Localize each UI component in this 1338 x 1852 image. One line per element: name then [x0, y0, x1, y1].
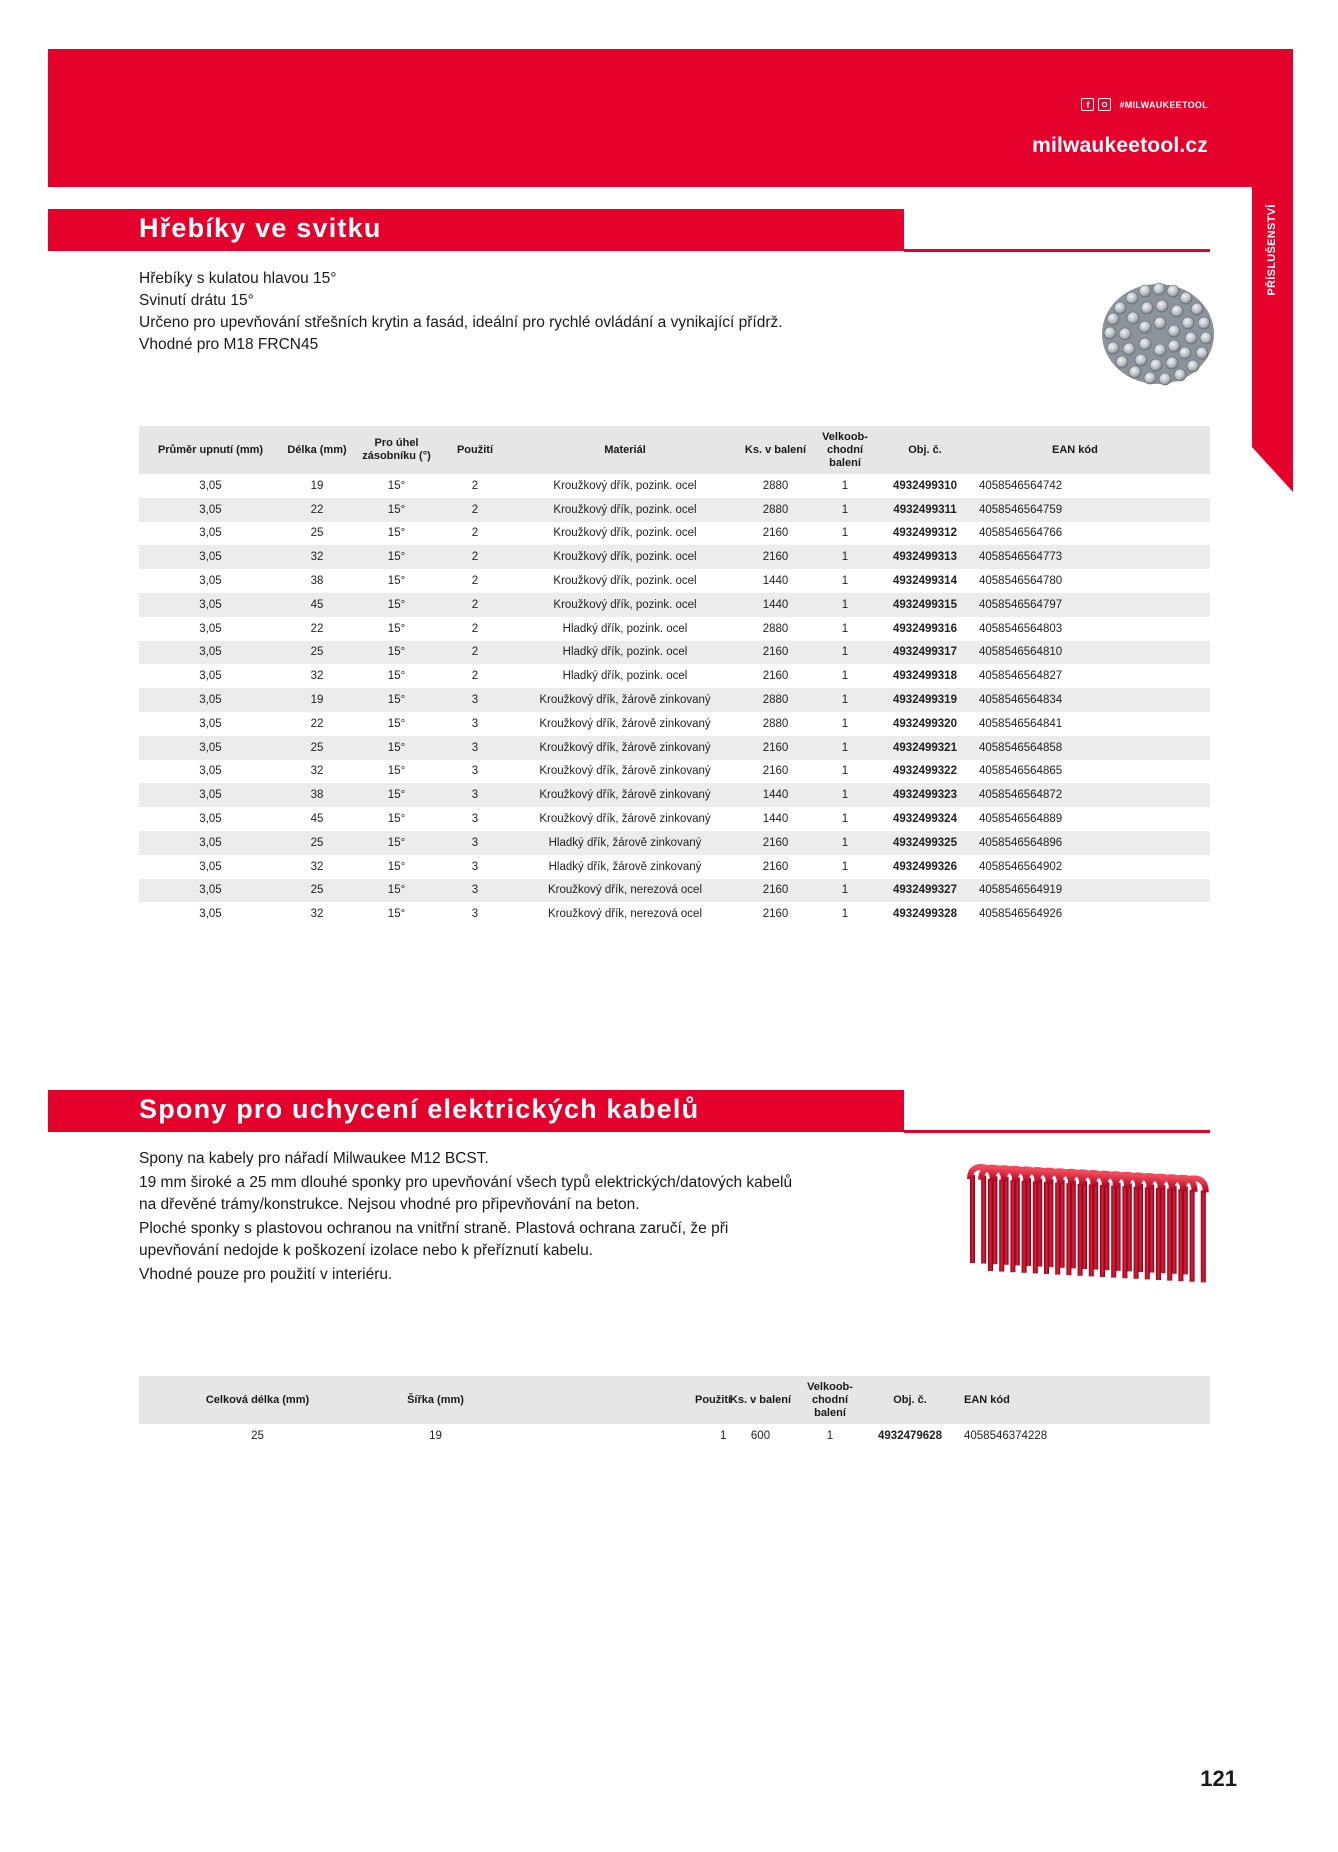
table-cell: 2 — [441, 617, 509, 641]
table-cell: 4932499325 — [880, 831, 970, 855]
column-header: Použití — [495, 1376, 726, 1424]
table-cell: 3,05 — [139, 783, 282, 807]
column-header: Velkoob-chodní balení — [795, 1376, 865, 1424]
column-header: Průměr upnutí (mm) — [139, 426, 282, 474]
staple-leg — [1178, 1189, 1183, 1281]
table-cell: 2 — [441, 593, 509, 617]
table-row — [139, 522, 1210, 546]
column-header: Velkoob-chodní balení — [810, 426, 880, 474]
table-cell: 2160 — [741, 545, 810, 569]
table-cell: 3,05 — [139, 831, 282, 855]
staple-leg — [1100, 1185, 1105, 1277]
table-cell: 2160 — [741, 522, 810, 546]
table-cell: 4932499321 — [880, 736, 970, 760]
table-cell: 1 — [810, 736, 880, 760]
staple-leg — [1026, 1178, 1031, 1266]
staple-leg — [1201, 1190, 1206, 1282]
staple-leg — [1149, 1185, 1154, 1273]
table-cell: 1 — [810, 498, 880, 522]
table-cell: 4932499315 — [880, 593, 970, 617]
table-cell: 1 — [810, 879, 880, 903]
table-cell: 4058546374228 — [955, 1424, 1210, 1448]
staple-leg — [1116, 1183, 1121, 1271]
table-cell: 2880 — [741, 617, 810, 641]
table-cell: 4058546564841 — [970, 712, 1210, 736]
table-cell: Kroužkový dřík, žárově zinkovaný — [509, 807, 741, 831]
table-cell: 1 — [810, 712, 880, 736]
table-cell: Kroužkový dřík, žárově zinkovaný — [509, 736, 741, 760]
table-row — [139, 474, 1210, 498]
page-number: 121 — [1200, 1766, 1237, 1791]
table-cell: 3,05 — [139, 522, 282, 546]
staple-leg — [1066, 1183, 1071, 1275]
table-cell: 4932499327 — [880, 879, 970, 903]
staple-leg — [1183, 1186, 1188, 1274]
table-cell: 4058546564780 — [970, 569, 1210, 593]
table-cell: 3 — [441, 760, 509, 784]
table-cell: 15° — [352, 879, 441, 903]
staple-leg — [999, 1180, 1004, 1272]
table-cell: 1 — [810, 641, 880, 665]
table-cell: 3 — [441, 783, 509, 807]
table-cell: 25 — [282, 831, 352, 855]
table-cell: 4058546564902 — [970, 855, 1210, 879]
table-cell: 4058546564803 — [970, 617, 1210, 641]
table-cell: 2880 — [741, 498, 810, 522]
table-cell: 15° — [352, 593, 441, 617]
table-cell: 600 — [726, 1424, 795, 1448]
staple-leg — [1033, 1181, 1038, 1273]
table-cell: 3 — [441, 807, 509, 831]
table-row — [139, 855, 1210, 879]
table-cell: 4932499316 — [880, 617, 970, 641]
staple-leg — [1122, 1186, 1127, 1278]
table-cell: 15° — [352, 736, 441, 760]
table-cell: Kroužkový dřík, nerezová ocel — [509, 902, 741, 926]
table-cell: Hladký dřík, pozink. ocel — [509, 617, 741, 641]
table-cell: 32 — [282, 902, 352, 926]
table-cell: 19 — [282, 474, 352, 498]
column-header: Obj. č. — [880, 426, 970, 474]
table-cell: Kroužkový dřík, žárově zinkovaný — [509, 783, 741, 807]
table-cell: 15° — [352, 688, 441, 712]
table-cell: 19 — [282, 688, 352, 712]
table-cell: 2160 — [741, 879, 810, 903]
table-cell: 2880 — [741, 712, 810, 736]
table-cell: 1 — [810, 593, 880, 617]
table-cell: 4058546564797 — [970, 593, 1210, 617]
table-cell: 2 — [441, 498, 509, 522]
side-tab-label: PŘÍSLUŠENSTVÍ — [1266, 204, 1278, 296]
table-cell: 4058546564926 — [970, 902, 1210, 926]
table-cell: 4058546564766 — [970, 522, 1210, 546]
staple-leg — [1127, 1183, 1132, 1271]
table-cell: 1 — [810, 617, 880, 641]
table-cell: 1 — [810, 569, 880, 593]
table-cell: 4058546564827 — [970, 664, 1210, 688]
table-row — [139, 760, 1210, 784]
table-row — [139, 831, 1210, 855]
table-row — [139, 879, 1210, 903]
table-cell: 32 — [282, 855, 352, 879]
table-cell: 1 — [810, 545, 880, 569]
table-cell: 2 — [441, 641, 509, 665]
table-cell: 3 — [441, 902, 509, 926]
staple-leg — [981, 1176, 986, 1264]
table-cell: 4932499323 — [880, 783, 970, 807]
table-cell: 32 — [282, 545, 352, 569]
table-cell: 1 — [810, 474, 880, 498]
column-header: Obj. č. — [865, 1376, 955, 1424]
staple-leg — [1138, 1184, 1143, 1272]
table-row — [139, 783, 1210, 807]
table-cell: 4932499318 — [880, 664, 970, 688]
table-cell: 4058546564919 — [970, 879, 1210, 903]
table-cell: 2880 — [741, 474, 810, 498]
column-header: Ks. v balení — [741, 426, 810, 474]
table-cell: 4932499320 — [880, 712, 970, 736]
table-cell: 1 — [810, 831, 880, 855]
table-cell: 4932499317 — [880, 641, 970, 665]
table-cell: 15° — [352, 474, 441, 498]
table-cell: 1 — [810, 783, 880, 807]
staple-leg — [1004, 1177, 1009, 1265]
table-row — [139, 664, 1210, 688]
table-cell: 3,05 — [139, 760, 282, 784]
table-cell: 15° — [352, 712, 441, 736]
table-cell: 38 — [282, 783, 352, 807]
table-cell: Kroužkový dřík, žárově zinkovaný — [509, 712, 741, 736]
description-line: 19 mm široké a 25 mm dlouhé sponky pro upevňování všech typů elektrických/datových kabelů — [139, 1174, 793, 1191]
table-cell: Hladký dřík, žárově zinkovaný — [509, 855, 741, 879]
table-cell: 3 — [441, 831, 509, 855]
table-cell: 3 — [441, 736, 509, 760]
table-cell: 22 — [282, 498, 352, 522]
table-cell: 2160 — [741, 760, 810, 784]
nails-spec-table — [139, 426, 1210, 926]
staple-leg — [1093, 1182, 1098, 1270]
section-1-title-bar — [48, 209, 904, 251]
staple-leg — [1145, 1187, 1150, 1279]
table-cell: 1 — [495, 1424, 726, 1448]
section-2-underline — [904, 1130, 1210, 1133]
table-cell: 15° — [352, 545, 441, 569]
table-cell: 1 — [810, 902, 880, 926]
facebook-icon[interactable]: f — [1081, 98, 1094, 111]
table-cell: 2 — [441, 545, 509, 569]
table-cell: 4058546564742 — [970, 474, 1210, 498]
staple-leg — [992, 1176, 997, 1264]
table-cell: 2 — [441, 664, 509, 688]
table-cell: 4932479628 — [865, 1424, 955, 1448]
table-cell: 4932499328 — [880, 902, 970, 926]
staple-leg — [1037, 1179, 1042, 1267]
table-cell: Kroužkový dřík, žárově zinkovaný — [509, 688, 741, 712]
description-line: na dřevěné trámy/konstrukce. Nejsou vhodné pro připevňování na beton. — [139, 1196, 640, 1213]
table-cell: 2 — [441, 474, 509, 498]
description-line: upevňování nedojde k poškození izolace nebo k přeříznutí kabelu. — [139, 1242, 594, 1259]
side-tab-corner — [1252, 447, 1293, 492]
staple-leg — [1071, 1180, 1076, 1268]
table-cell: 3,05 — [139, 569, 282, 593]
description-line: Vhodné pro M18 FRCN45 — [139, 336, 319, 353]
table-cell: 4058546564896 — [970, 831, 1210, 855]
description-line: Vhodné pouze pro použití v interiéru. — [139, 1266, 393, 1283]
table-cell: 45 — [282, 593, 352, 617]
table-cell: Hladký dřík, žárově zinkovaný — [509, 831, 741, 855]
table-row — [139, 593, 1210, 617]
site-url[interactable]: milwaukeetool.cz — [1032, 134, 1208, 157]
section-2-title-bar — [48, 1090, 904, 1132]
description-line: Svinutí drátu 15° — [139, 292, 254, 309]
table-cell: 15° — [352, 783, 441, 807]
table-cell: 4932499319 — [880, 688, 970, 712]
table-row — [139, 1424, 1210, 1448]
table-cell: 2160 — [741, 831, 810, 855]
column-header: Použití — [441, 426, 509, 474]
table-cell: 25 — [282, 736, 352, 760]
table-cell: Kroužkový dřík, pozink. ocel — [509, 498, 741, 522]
table-cell: 22 — [282, 712, 352, 736]
staple-leg — [1190, 1190, 1195, 1282]
table-row — [139, 807, 1210, 831]
staple-leg — [1055, 1183, 1060, 1275]
table-cell: 4058546564773 — [970, 545, 1210, 569]
table-cell: 15° — [352, 902, 441, 926]
table-row — [139, 641, 1210, 665]
table-cell: 3,05 — [139, 712, 282, 736]
staples-spec-table — [139, 1376, 1210, 1448]
table-cell: 2 — [441, 569, 509, 593]
coil-nails-image — [1100, 278, 1216, 388]
column-header: Pro úhel zásobníku (°) — [352, 426, 441, 474]
table-row — [139, 617, 1210, 641]
hashtag: #MILWAUKEETOOL — [1119, 99, 1208, 110]
staple-leg — [1111, 1186, 1116, 1278]
table-cell: 4058546564834 — [970, 688, 1210, 712]
section-2-description — [139, 1148, 792, 1286]
table-cell: 15° — [352, 641, 441, 665]
staple-leg — [1104, 1182, 1109, 1270]
table-cell: 22 — [282, 617, 352, 641]
staple-leg — [1167, 1189, 1172, 1281]
column-header: EAN kód — [955, 1376, 1210, 1424]
description-line: Hřebíky s kulatou hlavou 15° — [139, 270, 337, 287]
section-1-title: Hřebíky ve svitku — [139, 213, 382, 243]
table-cell: 1 — [810, 807, 880, 831]
table-cell: Kroužkový dřík, pozink. ocel — [509, 569, 741, 593]
table-cell: 4932499326 — [880, 855, 970, 879]
staple-leg — [1134, 1187, 1139, 1279]
table-cell: 32 — [282, 664, 352, 688]
table-cell: 1440 — [741, 783, 810, 807]
column-header: Ks. v balení — [726, 1376, 795, 1424]
table-cell: 3,05 — [139, 807, 282, 831]
table-cell: 2160 — [741, 664, 810, 688]
table-cell: Hladký dřík, pozink. ocel — [509, 641, 741, 665]
table-cell: Kroužkový dřík, nerezová ocel — [509, 879, 741, 903]
table-cell: 3,05 — [139, 593, 282, 617]
table-cell: 3,05 — [139, 641, 282, 665]
table-cell: 2880 — [741, 688, 810, 712]
section-1-description — [139, 268, 783, 356]
description-line: Spony na kabely pro nářadí Milwaukee M12 BCST. — [139, 1150, 489, 1167]
table-cell: 4058546564872 — [970, 783, 1210, 807]
table-cell: Kroužkový dřík, pozink. ocel — [509, 474, 741, 498]
table-cell: 3,05 — [139, 688, 282, 712]
table-cell: 15° — [352, 569, 441, 593]
table-cell: 3,05 — [139, 855, 282, 879]
staple-leg — [988, 1179, 993, 1271]
table-row — [139, 498, 1210, 522]
column-header: Délka (mm) — [282, 426, 352, 474]
table-cell: 4932499310 — [880, 474, 970, 498]
staple-leg — [1010, 1180, 1015, 1272]
table-cell: 1 — [810, 522, 880, 546]
table-cell: 4932499312 — [880, 522, 970, 546]
cable-staples-image — [958, 1155, 1216, 1285]
table-cell: 2160 — [741, 641, 810, 665]
table-row — [139, 545, 1210, 569]
social-links — [1081, 98, 1208, 111]
column-header: Celková délka (mm) — [139, 1376, 376, 1424]
section-1-underline — [904, 249, 1210, 252]
table-cell: 15° — [352, 760, 441, 784]
table-cell: 1 — [810, 664, 880, 688]
staple-leg — [1082, 1181, 1087, 1269]
table-row — [139, 712, 1210, 736]
table-cell: Kroužkový dřík, pozink. ocel — [509, 593, 741, 617]
table-cell: 4932499322 — [880, 760, 970, 784]
table-cell: 3,05 — [139, 664, 282, 688]
table-cell: 4058546564865 — [970, 760, 1210, 784]
staple-leg — [1015, 1177, 1020, 1265]
table-cell: 25 — [282, 641, 352, 665]
table-cell: 3,05 — [139, 736, 282, 760]
table-cell: 25 — [282, 522, 352, 546]
table-cell: Kroužkový dřík, žárově zinkovaný — [509, 760, 741, 784]
description-line: Ploché sponky s plastovou ochranou na vnitřní straně. Plastová ochrana zaručí, že při — [139, 1220, 729, 1237]
table-cell: 3 — [441, 688, 509, 712]
table-cell: Kroužkový dřík, pozink. ocel — [509, 522, 741, 546]
table-cell: 1440 — [741, 593, 810, 617]
description-line: Určeno pro upevňování střešních krytin a fasád, ideální pro rychlé ovládání a vynikající přídrž. — [139, 314, 783, 331]
staple-leg — [1044, 1182, 1049, 1274]
staple-leg — [1172, 1186, 1177, 1274]
table-cell: 2160 — [741, 855, 810, 879]
table-cell: 2160 — [741, 736, 810, 760]
table-cell: 3,05 — [139, 902, 282, 926]
table-cell: 4058546564759 — [970, 498, 1210, 522]
table-cell: 15° — [352, 855, 441, 879]
table-cell: 1440 — [741, 569, 810, 593]
table-cell: 4932499313 — [880, 545, 970, 569]
table-cell: Kroužkový dřík, pozink. ocel — [509, 545, 741, 569]
section-2-title: Spony pro uchycení elektrických kabelů — [139, 1094, 700, 1124]
table-cell: 4058546564810 — [970, 641, 1210, 665]
staples-table-body — [139, 1424, 1210, 1448]
table-cell: 1 — [810, 760, 880, 784]
table-cell: 38 — [282, 569, 352, 593]
table-row — [139, 902, 1210, 926]
table-cell: 1 — [810, 688, 880, 712]
staple-leg — [1048, 1179, 1053, 1267]
table-cell: 3,05 — [139, 545, 282, 569]
staple-leg — [1156, 1188, 1161, 1280]
table-cell: 25 — [139, 1424, 376, 1448]
staple-leg — [1089, 1184, 1094, 1276]
table-cell: 3,05 — [139, 879, 282, 903]
table-cell: 25 — [282, 879, 352, 903]
table-cell: 4932499324 — [880, 807, 970, 831]
table-cell: 15° — [352, 498, 441, 522]
table-row — [139, 569, 1210, 593]
table-cell: 4058546564858 — [970, 736, 1210, 760]
table-cell: 15° — [352, 617, 441, 641]
table-header-row — [139, 426, 1210, 474]
top-banner — [48, 49, 1293, 187]
instagram-icon[interactable] — [1098, 98, 1111, 111]
column-header: EAN kód — [970, 426, 1210, 474]
staple-leg — [970, 1175, 975, 1263]
table-row — [139, 688, 1210, 712]
table-cell: 1440 — [741, 807, 810, 831]
staple-leg — [1078, 1184, 1083, 1276]
table-row — [139, 736, 1210, 760]
column-header: Šířka (mm) — [376, 1376, 495, 1424]
table-cell: 3,05 — [139, 498, 282, 522]
table-header-row — [139, 1376, 1210, 1424]
table-cell: 2160 — [741, 902, 810, 926]
table-cell: 3 — [441, 712, 509, 736]
table-cell: 1 — [795, 1424, 865, 1448]
table-cell: 4932499314 — [880, 569, 970, 593]
table-cell: 32 — [282, 760, 352, 784]
table-cell: 19 — [376, 1424, 495, 1448]
table-cell: 4058546564889 — [970, 807, 1210, 831]
table-cell: 15° — [352, 664, 441, 688]
table-cell: Hladký dřík, pozink. ocel — [509, 664, 741, 688]
table-cell: 3 — [441, 879, 509, 903]
table-cell: 2 — [441, 522, 509, 546]
table-cell: 4932499311 — [880, 498, 970, 522]
table-cell: 15° — [352, 807, 441, 831]
table-cell: 15° — [352, 522, 441, 546]
column-header: Materiál — [509, 426, 741, 474]
table-cell: 45 — [282, 807, 352, 831]
staple-leg — [1060, 1180, 1065, 1268]
staple-leg — [1022, 1181, 1027, 1273]
table-cell: 3 — [441, 855, 509, 879]
staple-leg — [1160, 1185, 1165, 1273]
table-cell: 3,05 — [139, 474, 282, 498]
nails-table-body — [139, 474, 1210, 926]
table-cell: 15° — [352, 831, 441, 855]
table-cell: 1 — [810, 855, 880, 879]
table-cell: 3,05 — [139, 617, 282, 641]
